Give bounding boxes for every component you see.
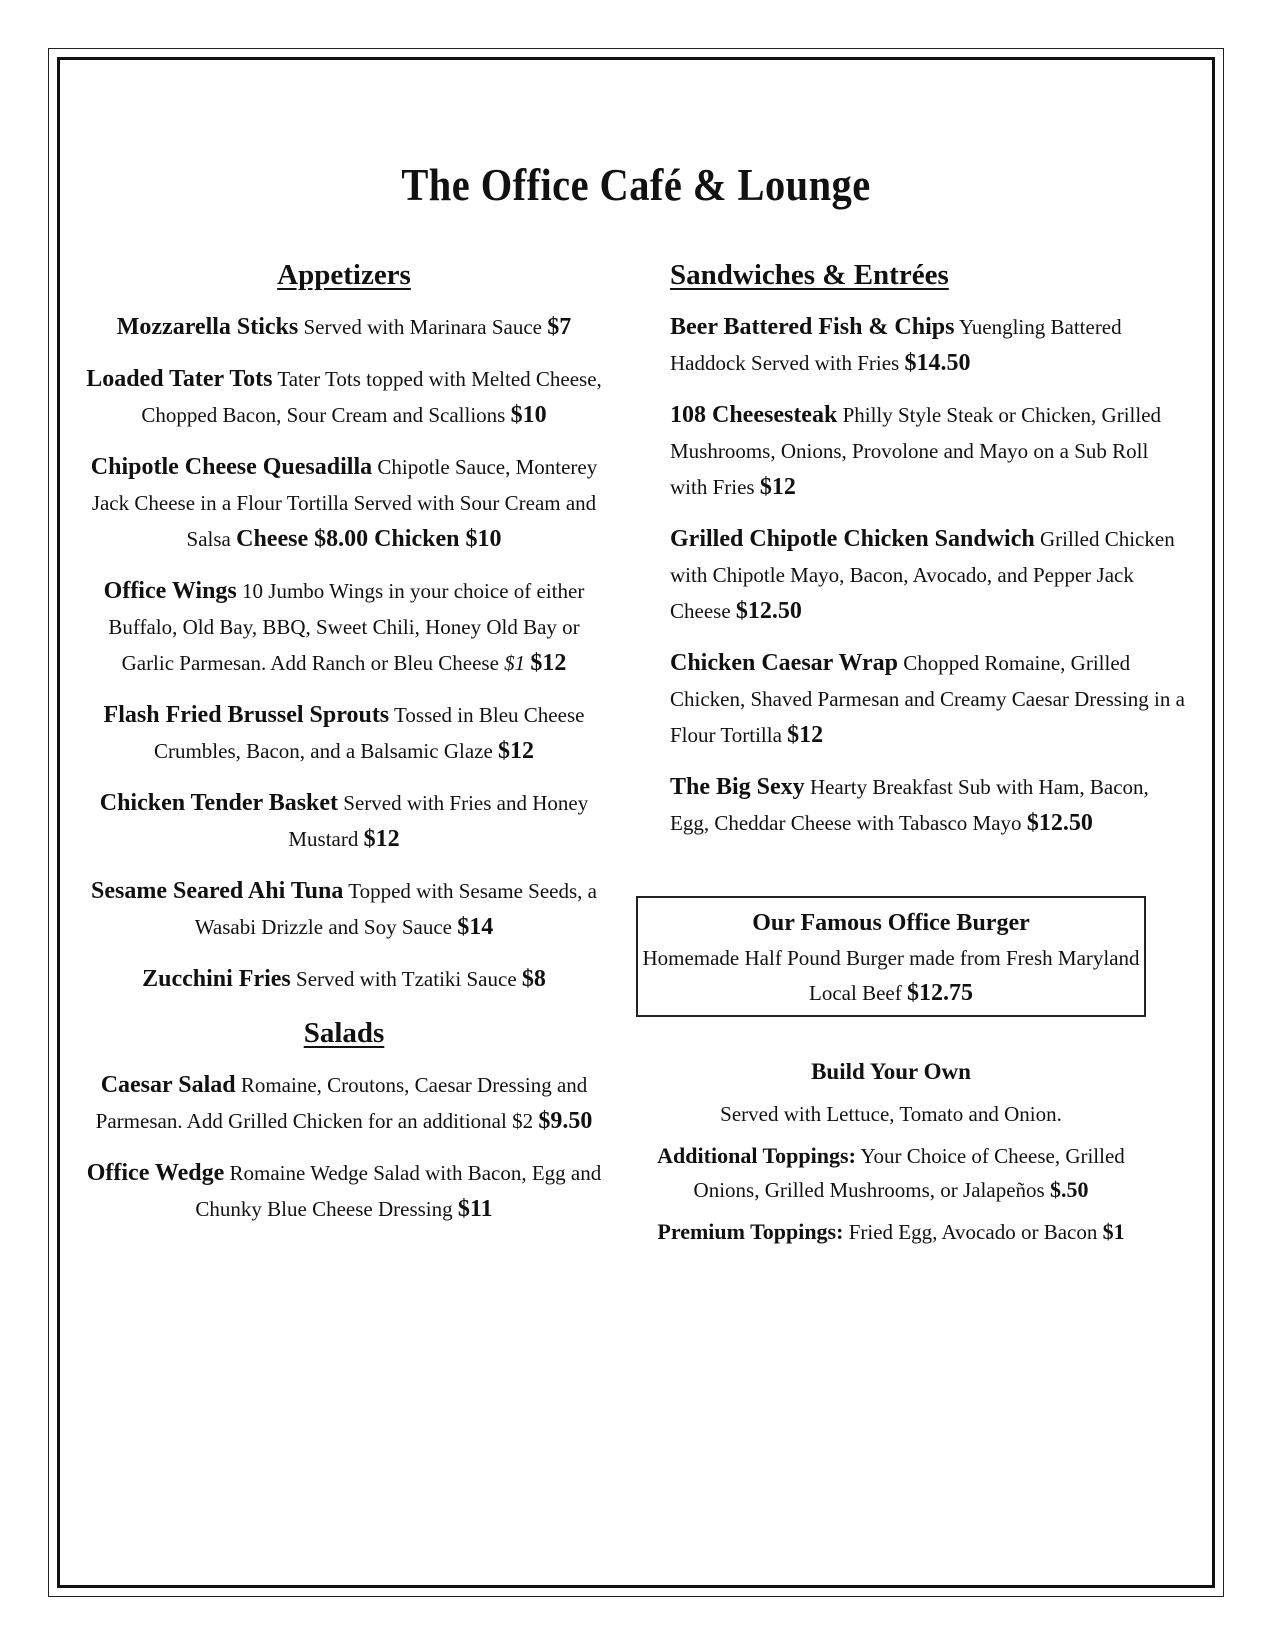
item-name: Chipotle Cheese Quesadilla [90, 454, 373, 480]
item-name: 108 Cheesesteak [670, 402, 838, 428]
item-description: Hearty Breakfast Sub with Ham, Bacon, Egg, Cheddar Cheese with Tabasco Mayo [670, 775, 1149, 835]
menu-item [86, 361, 602, 433]
additional-toppings [636, 1139, 1146, 1207]
item-price: $12.50 [1026, 810, 1093, 836]
additional-toppings-label: Additional Toppings: [657, 1143, 856, 1168]
item-name: Caesar Salad [100, 1072, 236, 1098]
menu-item [670, 397, 1190, 505]
item-price: $9.50 [538, 1108, 593, 1134]
item-price: $12 [787, 722, 824, 748]
menu-item [86, 573, 602, 681]
salads-heading: Salads [303, 1017, 385, 1049]
left-column [86, 255, 602, 1243]
item-price: $10 [510, 402, 547, 428]
item-name: The Big Sexy [670, 774, 805, 800]
item-description: Philly Style Steak or Chicken, Grilled Mushrooms, Onions, Provolone and Mayo on a Sub Roll with Fries [670, 403, 1162, 499]
burger-title: Our Famous Office Burger [752, 910, 1030, 936]
menu-item [86, 961, 602, 997]
build-your-own-served: Served with Lettuce, Tomato and Onion. [720, 1102, 1062, 1126]
premium-toppings-label: Premium Toppings: [657, 1219, 844, 1244]
item-price: Cheese $8.00 Chicken $10 [236, 526, 502, 552]
premium-toppings-price: $1 [1102, 1219, 1125, 1244]
item-description: Chopped Romaine, Grilled Chicken, Shaved Parmesan and Creamy Caesar Dressing in a Flour Tortilla [670, 651, 1185, 747]
item-price: $12 [530, 650, 567, 676]
item-name: Chicken Caesar Wrap [670, 650, 899, 676]
additional-toppings-price: $.50 [1049, 1177, 1089, 1202]
item-price: $7 [547, 314, 572, 340]
item-price: $8 [521, 966, 546, 992]
item-name: Beer Battered Fish & Chips [670, 314, 955, 340]
item-name: Office Wings [103, 578, 237, 604]
item-price: $11 [457, 1196, 493, 1222]
menu-item [86, 697, 602, 769]
item-description: Served with Tzatiki Sauce [296, 967, 517, 991]
appetizers-heading: Appetizers [277, 259, 411, 291]
menu-item [86, 449, 602, 557]
item-description: Yuengling Battered Haddock Served with Fries [670, 315, 1122, 375]
item-price: $12 [363, 826, 400, 852]
item-price: $14.50 [904, 350, 971, 376]
item-description: Topped with Sesame Seeds, a Wasabi Drizzle and Soy Sauce [194, 879, 597, 939]
item-price: $14 [457, 914, 494, 940]
burger-description: Homemade Half Pound Burger made from Fresh Maryland Local Beef [642, 946, 1140, 1005]
item-name: Flash Fried Brussel Sprouts [103, 702, 390, 728]
menu-item [670, 645, 1190, 753]
menu-item [86, 785, 602, 857]
sandwiches-heading: Sandwiches & Entrées [670, 259, 949, 291]
menu-item [86, 1067, 602, 1139]
item-description: Served with Marinara Sauce [303, 315, 542, 339]
build-your-own-section [636, 1055, 1146, 1257]
item-price: $12 [759, 474, 796, 500]
item-description: 10 Jumbo Wings in your choice of either Buffalo, Old Bay, BBQ, Sweet Chili, Honey Old Bay or Garlic Parmesan. Add Ranch or Bleu Cheese [108, 579, 585, 675]
item-name: Sesame Seared Ahi Tuna [91, 878, 344, 904]
item-name: Chicken Tender Basket [99, 790, 339, 816]
item-description: Romaine, Croutons, Caesar Dressing and Parmesan. Add Grilled Chicken for an additional $2 [95, 1073, 588, 1133]
item-name: Loaded Tater Tots [86, 366, 273, 392]
item-description: Chipotle Sauce, Monterey Jack Cheese in a Flour Tortilla Served with Sour Cream and Salsa [91, 455, 598, 551]
item-description: Tossed in Bleu Cheese Crumbles, Bacon, and a Balsamic Glaze [153, 703, 585, 763]
item-description: Served with Fries and Honey Mustard [288, 791, 589, 851]
item-price: $12 [498, 738, 535, 764]
menu-item [670, 769, 1190, 841]
item-description: Tater Tots topped with Melted Cheese, Chopped Bacon, Sour Cream and Scallions [141, 367, 602, 427]
featured-burger-box [636, 896, 1146, 1017]
premium-toppings-description: Fried Egg, Avocado or Bacon [848, 1220, 1098, 1244]
item-name: Zucchini Fries [142, 966, 291, 992]
item-name: Mozzarella Sticks [116, 314, 299, 340]
additional-toppings-description: Your Choice of Cheese, Grilled Onions, Grilled Mushrooms, or Jalapeños [693, 1144, 1125, 1202]
premium-toppings [636, 1215, 1146, 1249]
menu-item [86, 1155, 602, 1227]
item-description: Grilled Chicken with Chipotle Mayo, Bacon, Avocado, and Pepper Jack Cheese [670, 527, 1175, 623]
item-name: Grilled Chipotle Chicken Sandwich [670, 526, 1035, 552]
menu-item [86, 309, 602, 345]
right-column [670, 255, 1190, 857]
item-description: Romaine Wedge Salad with Bacon, Egg and Chunky Blue Cheese Dressing [195, 1161, 602, 1221]
build-your-own-title: Build Your Own [811, 1059, 971, 1084]
menu-title: The Office Café & Lounge [401, 159, 871, 210]
burger-price: $12.75 [906, 980, 973, 1006]
menu-item [670, 521, 1190, 629]
item-extra-price: $1 [504, 651, 526, 675]
item-price: $12.50 [735, 598, 802, 624]
menu-item [86, 873, 602, 945]
menu-item [670, 309, 1190, 381]
item-name: Office Wedge [86, 1160, 225, 1186]
